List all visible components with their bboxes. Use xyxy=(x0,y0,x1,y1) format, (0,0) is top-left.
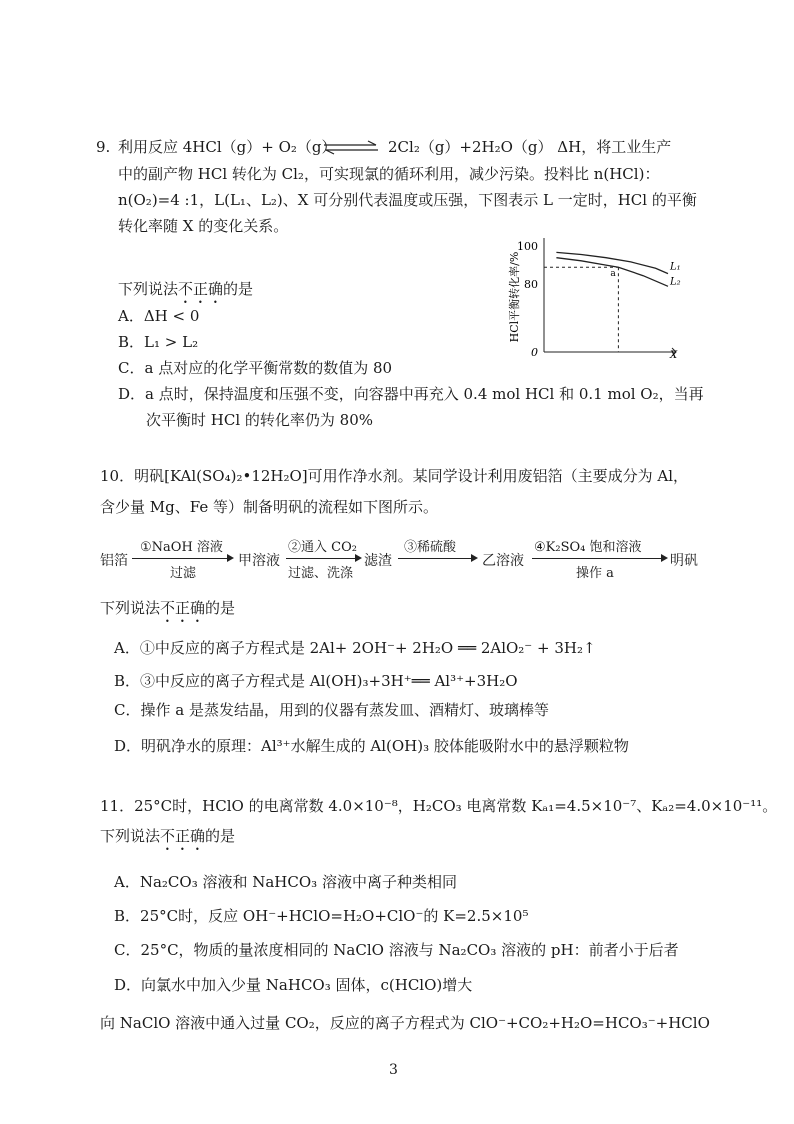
chart-xlabel: X xyxy=(670,350,678,361)
flow-step-4: ④K₂SO₄ 饱和溶液 xyxy=(534,540,642,555)
flow-step-4-op: 操作 a xyxy=(576,566,614,581)
flow-node-solution-b: 乙溶液 xyxy=(482,553,524,569)
origin-label: 0 xyxy=(531,346,538,359)
q10-line-1: 10．明矾[KAl(SO₄)₂•12H₂O]可用作净水剂。某同学设计利用废铝箔（主要成分为 Al， xyxy=(100,467,689,485)
q9-option-d: D．a 点时，保持温度和压强不变，向容器中再充入 0.4 mol HCl 和 0.1 mol O₂，当再 xyxy=(118,385,704,403)
q10-option-a: A．①中反应的离子方程式是 2Al+ 2OH⁻+ 2H₂O ══ 2AlO₂⁻ + 3H₂↑ xyxy=(114,639,596,657)
q11-option-b: B．25°C时，反应 OH⁻+HClO=H₂O+ClO⁻的 K=2.5×10⁵ xyxy=(114,907,529,925)
flow-step-3: ③稀硫酸 xyxy=(404,540,457,555)
q10-prompt xyxy=(100,598,235,626)
prompt-emphasis: 不正确 xyxy=(160,599,206,617)
q9-option-d-cont: 次平衡时 HCl 的转化率仍为 80% xyxy=(146,411,374,429)
flow-node-foil: 铝箔 xyxy=(100,553,128,569)
q10-option-d: D．明矾净水的原理：Al³⁺水解生成的 Al(OH)₃ 胶体能吸附水中的悬浮颗粒物 xyxy=(114,737,629,755)
prompt-pre: 下列说法 xyxy=(100,599,161,617)
flow-node-residue: 滤渣 xyxy=(364,553,392,569)
q9-option-b: B．L₁ > L₂ xyxy=(118,333,199,351)
equilibrium-arrows-icon xyxy=(322,138,380,156)
q11-extra-line: 向 NaClO 溶液中通入过量 CO₂，反应的离子方程式为 ClO⁻+CO₂+H₂O=HCO₃⁻+HClO xyxy=(100,1014,710,1032)
tick-80: 80 xyxy=(524,278,538,291)
q10-option-b: B．③中反应的离子方程式是 Al(OH)₃+3H⁺══ Al³⁺+3H₂O xyxy=(114,672,518,690)
flow-arrow-3 xyxy=(398,558,476,559)
curve-l1-label: L₁ xyxy=(670,261,681,273)
q9-number: 9. xyxy=(96,138,111,156)
q10-line-2: 含少量 Mg、Fe 等）制备明矾的流程如下图所示。 xyxy=(100,498,438,516)
curve-l2-label: L₂ xyxy=(670,276,681,288)
q9-prompt xyxy=(118,279,253,307)
page-number: 3 xyxy=(389,1062,398,1078)
prompt-emphasis: 不正确 xyxy=(160,827,206,845)
flow-step-2-op: 过滤、洗涤 xyxy=(288,566,354,581)
q11-option-a: A．Na₂CO₃ 溶液和 NaHCO₃ 溶液中离子种类相同 xyxy=(114,873,457,891)
prompt-post: 的是 xyxy=(205,599,236,617)
flow-step-1: ①NaOH 溶液 xyxy=(140,540,223,555)
flow-arrow-2 xyxy=(286,558,360,559)
q11-option-c: C．25°C，物质的量浓度相同的 NaClO 溶液与 Na₂CO₃ 溶液的 pH：前者小于后者 xyxy=(114,941,679,959)
q9-line-2: 中的副产物 HCl 转化为 Cl₂，可实现氯的循环利用，减少污染。投料比 n(HCl)： xyxy=(118,165,660,183)
flow-arrow-1 xyxy=(132,558,232,559)
q9-line-4: 转化率随 X 的变化关系。 xyxy=(118,217,289,235)
q9-line-1a: 利用反应 4HCl（g）+ O₂（g） xyxy=(118,138,337,156)
q11-line-1: 11．25°C时，HClO 的电离常数 4.0×10⁻⁸，H₂CO₃ 电离常数 Kₐ₁=4.5×10⁻⁷、Kₐ₂=4.0×10⁻¹¹。 xyxy=(100,797,778,815)
point-a-label: a xyxy=(610,269,616,280)
q9-option-c: C．a 点对应的化学平衡常数的数值为 80 xyxy=(118,359,393,377)
q11-option-d: D．向氯水中加入少量 NaHCO₃ 固体，c(HClO)增大 xyxy=(114,976,473,994)
prompt-emphasis: 不正确 xyxy=(178,280,224,298)
tick-100: 100 xyxy=(517,240,538,253)
chart-ylabel: HCl平衡转化率/% xyxy=(508,251,521,343)
flow-node-solution-a: 甲溶液 xyxy=(238,553,280,569)
prompt-pre: 下列说法 xyxy=(100,827,161,845)
prompt-post: 的是 xyxy=(205,827,236,845)
prompt-pre: 下列说法 xyxy=(118,280,179,298)
flow-arrow-4 xyxy=(532,558,666,559)
flow-step-1-op: 过滤 xyxy=(170,566,197,581)
q10-option-c: C．操作 a 是蒸发结晶，用到的仪器有蒸发皿、酒精灯、玻璃棒等 xyxy=(114,701,549,719)
q9-option-a: A．ΔH < 0 xyxy=(118,307,200,325)
q11-prompt xyxy=(100,826,235,854)
flow-step-2: ②通入 CO₂ xyxy=(288,540,357,555)
flow-node-alum: 明矾 xyxy=(670,553,698,569)
conversion-chart xyxy=(508,232,698,362)
q9-line-3: n(O₂)=4 :1，L(L₁、L₂)、X 可分别代表温度或压强，下图表示 L 一定时，HCl 的平衡 xyxy=(118,191,697,209)
q9-line-1b: 2Cl₂（g）+2H₂O（g） ΔH，将工业生产 xyxy=(388,138,672,156)
prompt-post: 的是 xyxy=(223,280,254,298)
process-flow-diagram xyxy=(100,538,700,582)
